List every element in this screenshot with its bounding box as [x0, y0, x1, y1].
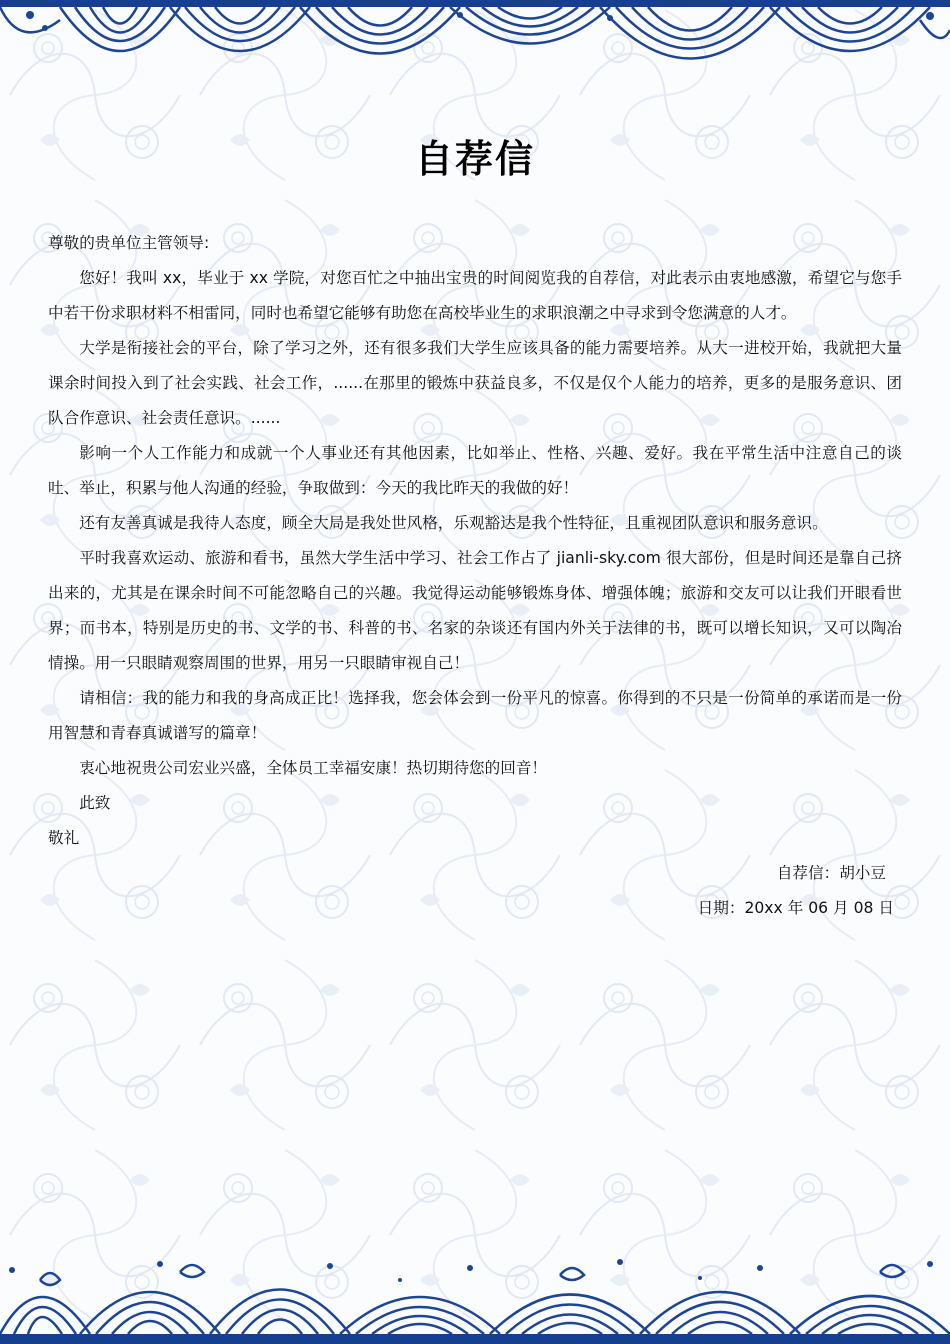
paragraph-attitude: 还有友善真诚是我待人态度，顾全大局是我处世风格，乐观豁达是我个性特征，且重视团队意识和服务意识。	[79, 514, 828, 532]
paragraph-wishes: 衷心地祝贵公司宏业兴盛，全体员工幸福安康！热切期待您的回音！	[79, 759, 548, 777]
paragraph-believe: 请相信：我的能力和我的身高成正比！选择我，您会体会到一份平凡的惊喜。你得到的不只是一份简单的承诺而是一份用智慧和青春真诚谱写的篇章！	[48, 689, 902, 742]
signature: 自荐信：胡小豆	[776, 864, 886, 882]
paragraph-personality: 影响一个人工作能力和成就一个人事业还有其他因素，比如举止、性格、兴趣、爱好。我在平常生活中注意自己的谈吐、举止，积累与他人沟通的经验，争取做到：今天的我比昨天的我做的好！	[48, 444, 902, 497]
bottom-wave-border	[0, 1250, 950, 1344]
closing-cizhi: 此致	[79, 794, 111, 812]
closing-jingli: 敬礼	[48, 829, 80, 847]
signature-block	[698, 856, 894, 926]
letter-title: 自荐信	[414, 136, 535, 181]
salutation: 尊敬的贵单位主管领导:	[48, 234, 210, 252]
letter-date: 日期：20xx 年 06 月 08 日	[697, 899, 894, 917]
paragraph-university: 大学是衔接社会的平台，除了学习之外，还有很多我们大学生应该具备的能力需要培养。从大一进校开始，我就把大量课余时间投入到了社会实践、社会工作，......在那里的锻炼中获益良多，不仅是仅个人能力的培养，更多的是服务意识、团队合作意识、社会责任意识。......	[48, 339, 902, 427]
letter-body	[48, 226, 902, 856]
paragraph-hobbies: 平时我喜欢运动、旅游和看书，虽然大学生活中学习、社会工作占了 jianli-sky.com 很大部份，但是时间还是靠自己挤出来的，尤其是在课余时间不可能忽略自己的兴趣。我觉得运动能够锻炼身体、增强体魄；旅游和交友可以让我们开眼看世界；而书本，特别是历史的书、文学的书、科普的书、名家的杂谈还有国内外关于法律的书，既可以增长知识，又可以陶冶情操。用一只眼睛观察周围的世界，用另一只眼睛审视自己！	[48, 549, 902, 672]
top-wave-border	[0, 0, 950, 90]
paragraph-greeting: 您好！我叫 xx，毕业于 xx 学院，对您百忙之中抽出宝贵的时间阅览我的自荐信，对此表示由衷地感激，希望它与您手中若干份求职材料不相雷同，同时也希望它能够有助您在高校毕业生的求职浪潮之中寻求到令您满意的人才。	[48, 269, 902, 322]
